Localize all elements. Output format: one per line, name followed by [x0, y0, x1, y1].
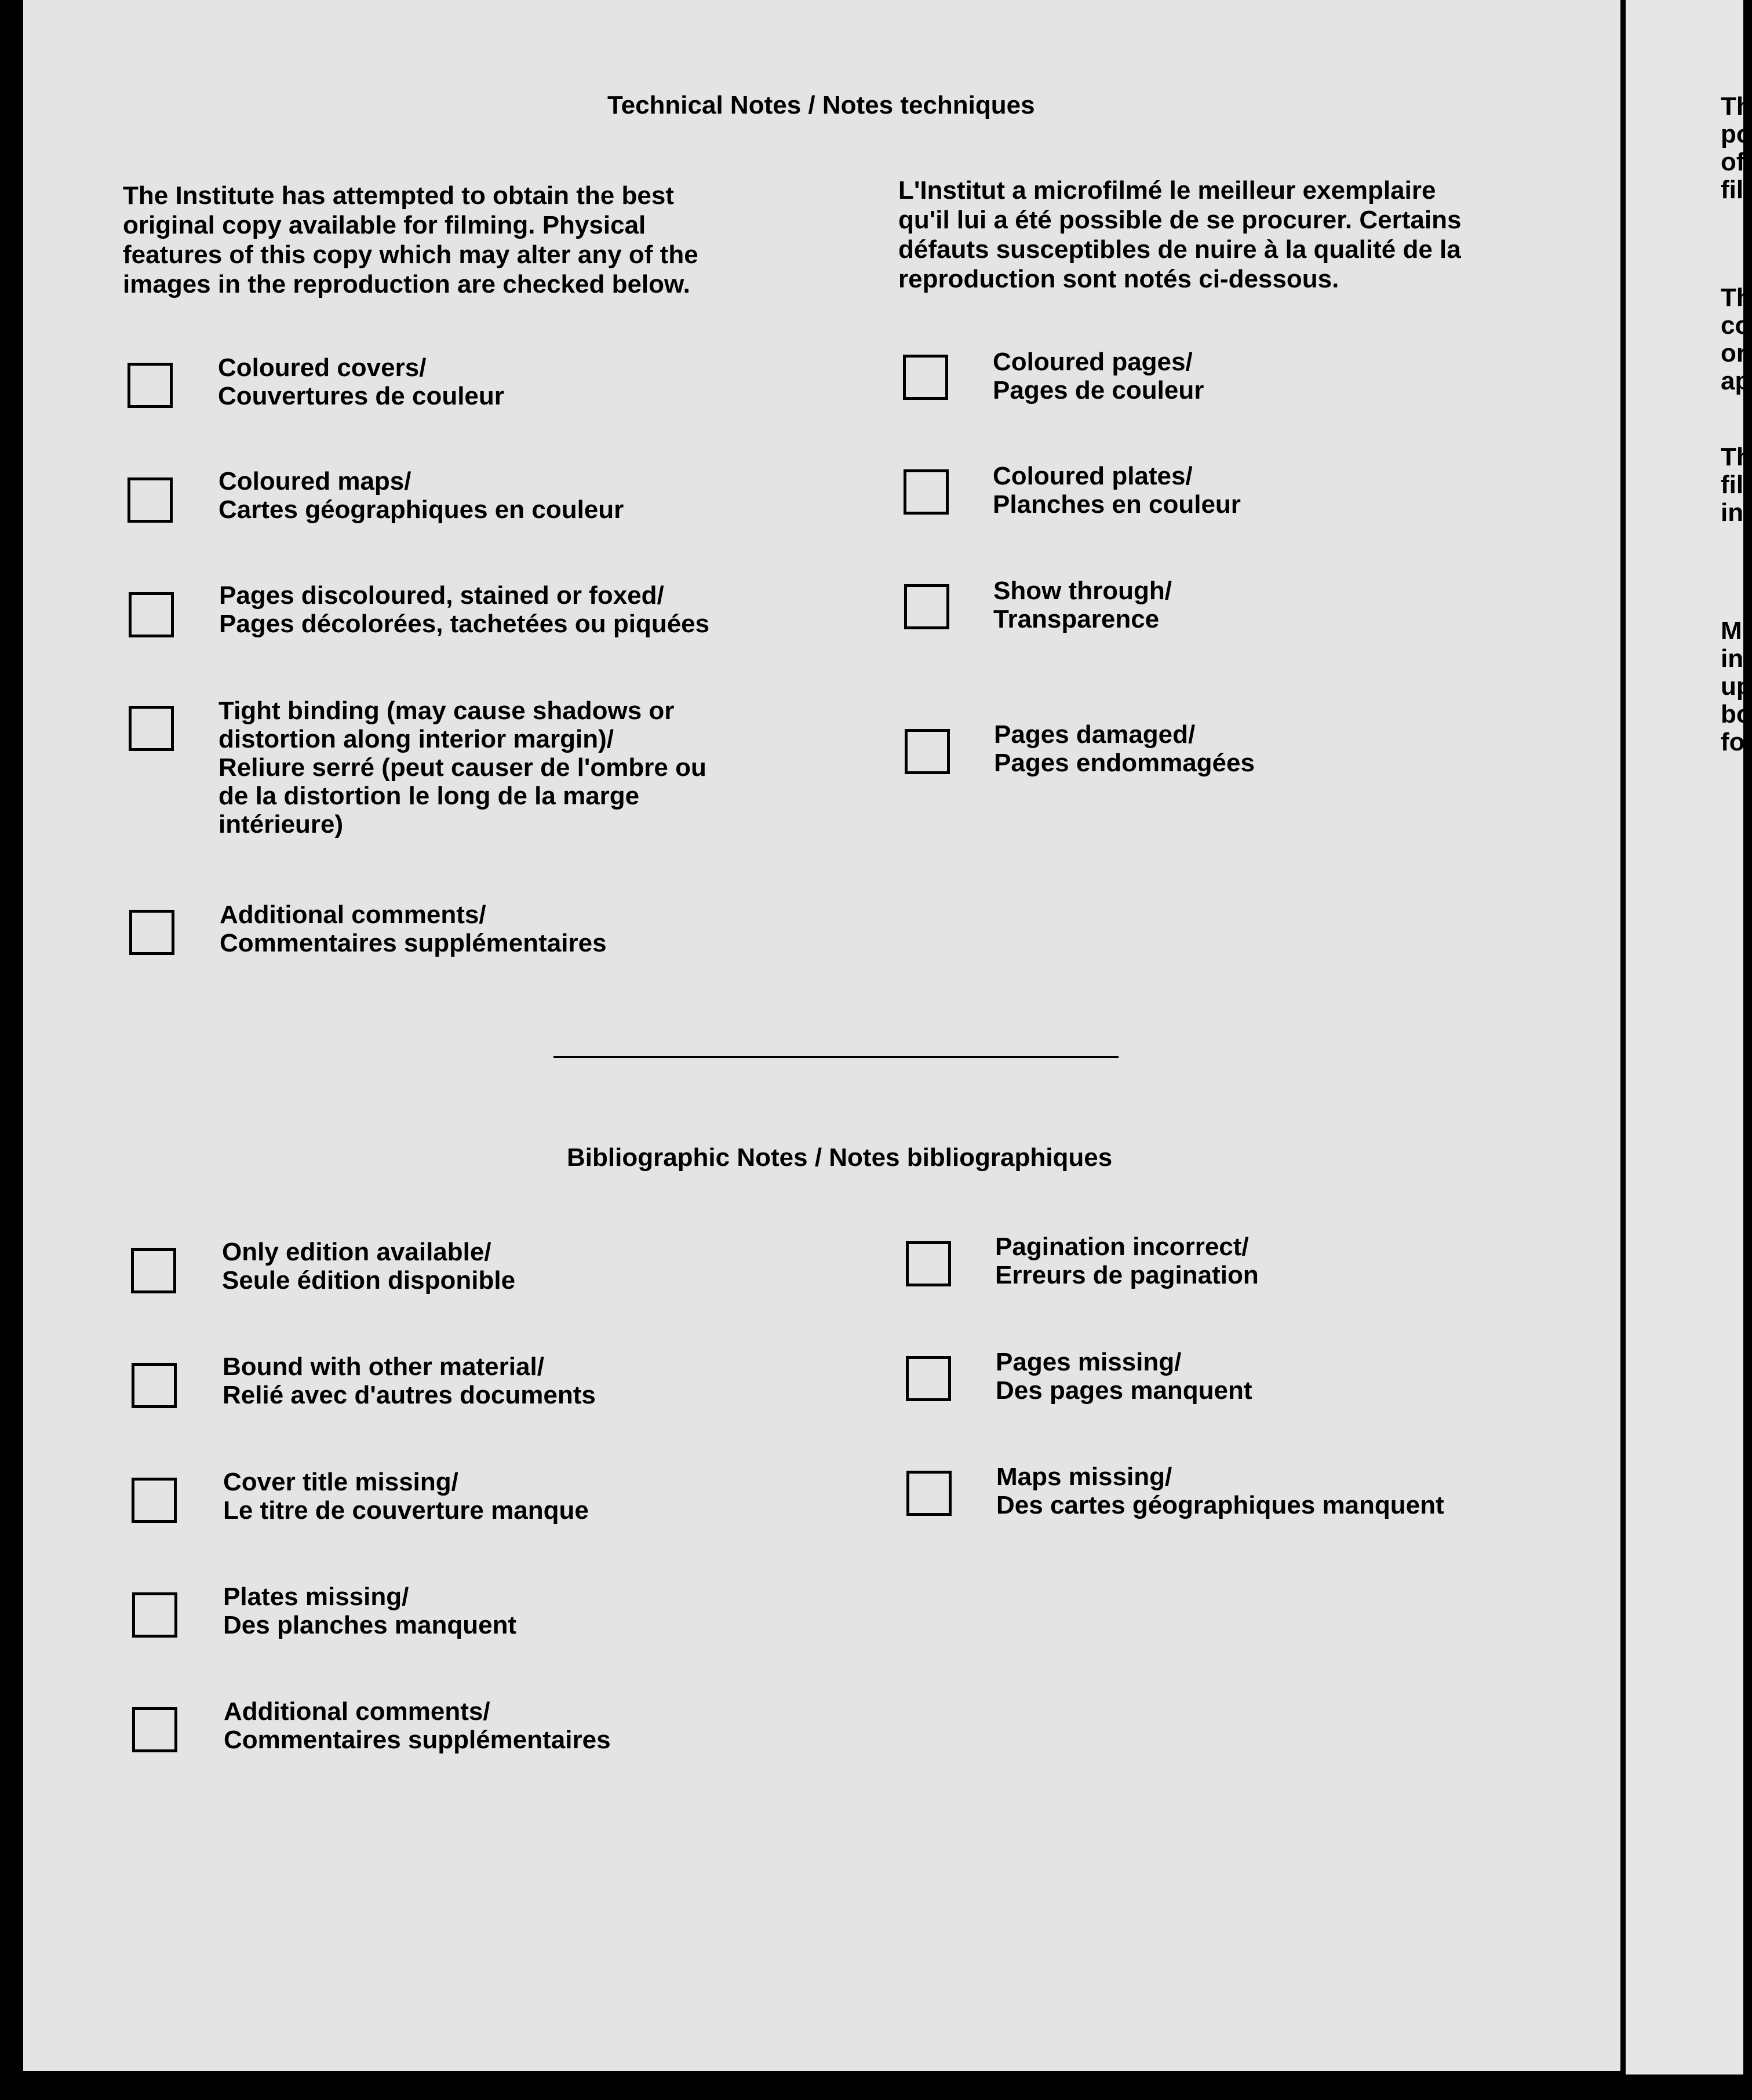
label-line: Commentaires supplémentaires	[220, 929, 607, 957]
adjacent-text-fragment: up	[1721, 672, 1752, 701]
checkbox-pages-damaged[interactable]	[905, 729, 950, 774]
adjacent-text-fragment: in	[1721, 644, 1744, 673]
label-line: Des cartes géographiques manquent	[996, 1491, 1444, 1519]
label-line: Des pages manquent	[996, 1376, 1252, 1405]
adjacent-text-fragment: Th	[1721, 283, 1752, 312]
label-line: Cover title missing/	[223, 1468, 458, 1496]
label-line: Pages missing/	[996, 1348, 1182, 1376]
label-coloured-plates	[993, 462, 1241, 519]
label-line: Coloured maps/	[218, 467, 411, 495]
label-line: Coloured plates/	[993, 462, 1193, 490]
checkbox-show-through[interactable]	[904, 584, 949, 629]
checkbox-coloured-maps[interactable]	[128, 477, 173, 523]
adjacent-text-block	[1721, 443, 1752, 527]
checkbox-pagination-incorrect[interactable]	[906, 1241, 951, 1286]
adjacent-text-fragment: co	[1721, 311, 1751, 340]
label-line: Coloured covers/	[218, 353, 427, 382]
adjacent-text-fragment: in	[1721, 498, 1744, 527]
label-only-edition	[222, 1238, 515, 1295]
label-line: Pagination incorrect/	[995, 1233, 1249, 1261]
label-line: Maps missing/	[996, 1463, 1172, 1491]
label-line: distortion along interior margin)/	[218, 725, 614, 753]
label-line: Show through/	[993, 577, 1172, 605]
checkbox-plates-missing[interactable]	[132, 1592, 177, 1638]
intro-french-line: reproduction sont notés ci-dessous.	[898, 265, 1339, 293]
intro-english-line: images in the reproduction are checked below.	[123, 270, 690, 298]
label-coloured-covers	[218, 353, 504, 410]
label-line: Bound with other material/	[223, 1352, 544, 1381]
label-line: Pages endommagées	[994, 749, 1255, 777]
label-line: Couvertures de couleur	[218, 382, 504, 410]
label-line: Only edition available/	[222, 1238, 491, 1266]
label-line: Tight binding (may cause shadows or	[218, 697, 675, 725]
checkbox-coloured-plates[interactable]	[904, 469, 949, 515]
adjacent-text-fragment: po	[1721, 120, 1752, 148]
label-line: Reliure serré (peut causer de l'ombre ou	[218, 753, 706, 782]
adjacent-text-fragment: Th	[1721, 443, 1752, 471]
checkbox-maps-missing[interactable]	[906, 1471, 952, 1516]
label-line: Seule édition disponible	[222, 1266, 516, 1295]
label-line: Additional comments/	[220, 900, 486, 929]
label-line: Relié avec d'autres documents	[223, 1381, 596, 1409]
adjacent-text-fragment: ap	[1721, 367, 1751, 395]
adjacent-text-fragment: M	[1721, 617, 1742, 645]
label-pages-damaged	[994, 720, 1255, 777]
adjacent-text-fragment: Th	[1721, 92, 1752, 121]
checkbox-only-edition[interactable]	[131, 1248, 176, 1293]
label-line: Pages discoloured, stained or foxed/	[219, 581, 664, 610]
label-tight-binding	[218, 697, 706, 838]
label-line: Transparence	[993, 605, 1160, 633]
intro-french-line: L'Institut a microfilmé le meilleur exemplaire	[898, 176, 1436, 205]
intro-english-line: The Institute has attempted to obtain the best	[123, 181, 674, 210]
label-line: de la distortion le long de la marge	[218, 782, 640, 810]
label-line: Le titre de couverture manque	[223, 1496, 589, 1525]
adjacent-text-fragment: or	[1721, 339, 1746, 367]
label-line: intérieure)	[218, 810, 344, 838]
adjacent-text-block	[1721, 284, 1752, 395]
label-line: Additional comments/	[224, 1697, 490, 1726]
label-line: Plates missing/	[223, 1583, 409, 1611]
label-line: Coloured pages/	[993, 348, 1193, 376]
label-show-through	[993, 577, 1172, 633]
label-plates-missing	[223, 1583, 516, 1639]
adjacent-text-fragment: of	[1721, 148, 1745, 176]
technical-notes-page	[23, 0, 1620, 2071]
label-pages-discoloured	[219, 581, 709, 638]
label-line: Pages de couleur	[993, 376, 1204, 404]
checkbox-pages-missing[interactable]	[906, 1356, 951, 1401]
label-line: Planches en couleur	[993, 490, 1241, 519]
adjacent-text-block	[1721, 617, 1752, 756]
label-line: Des planches manquent	[223, 1611, 517, 1639]
adjacent-text-fragment: fo	[1721, 728, 1745, 756]
label-line: Pages décolorées, tachetées ou piquées	[219, 610, 710, 638]
checkbox-additional-comments-bibliographic[interactable]	[132, 1707, 177, 1752]
label-pages-missing	[996, 1348, 1252, 1405]
intro-english-line: original copy available for filming. Physical	[123, 211, 646, 239]
label-line: Erreurs de pagination	[995, 1261, 1259, 1289]
checkbox-tight-binding[interactable]	[129, 706, 174, 751]
checkbox-additional-comments-technical[interactable]	[129, 910, 174, 955]
intro-english-line: features of this copy which may alter any of the	[123, 240, 698, 269]
label-line: Pages damaged/	[994, 720, 1196, 749]
checkbox-coloured-covers[interactable]	[128, 363, 173, 408]
section-divider	[553, 1056, 1119, 1058]
bibliographic-notes-title: Bibliographic Notes / Notes bibliographiques	[567, 1143, 1113, 1172]
label-maps-missing	[996, 1463, 1444, 1519]
adjacent-text-fragment: bo	[1721, 700, 1752, 728]
checkbox-bound-with[interactable]	[132, 1363, 177, 1408]
intro-french-line: défauts susceptibles de nuire à la qualité de la	[898, 235, 1461, 264]
label-line: Cartes géographiques en couleur	[218, 495, 624, 524]
technical-notes-title: Technical Notes / Notes techniques	[607, 91, 1035, 119]
label-cover-title-missing	[223, 1468, 589, 1525]
adjacent-text-fragment: fil	[1721, 176, 1744, 204]
checkbox-pages-discoloured[interactable]	[129, 592, 174, 637]
checkbox-cover-title-missing[interactable]	[132, 1478, 177, 1523]
adjacent-text-fragment: fil	[1721, 471, 1744, 499]
label-pagination-incorrect	[995, 1233, 1259, 1289]
adjacent-text-block	[1721, 93, 1752, 204]
intro-french-line: qu'il lui a été possible de se procurer. Certains	[898, 206, 1462, 234]
intro-english	[123, 181, 698, 299]
intro-french	[898, 176, 1461, 294]
label-bound-with	[223, 1352, 596, 1409]
label-line: Commentaires supplémentaires	[224, 1726, 611, 1754]
label-coloured-pages	[993, 348, 1204, 404]
checkbox-coloured-pages[interactable]	[903, 355, 948, 400]
label-additional-comments-technical	[220, 900, 607, 957]
adjacent-page-strip	[1626, 0, 1752, 2075]
label-additional-comments-bibliographic	[224, 1697, 611, 1754]
label-coloured-maps	[218, 467, 624, 524]
